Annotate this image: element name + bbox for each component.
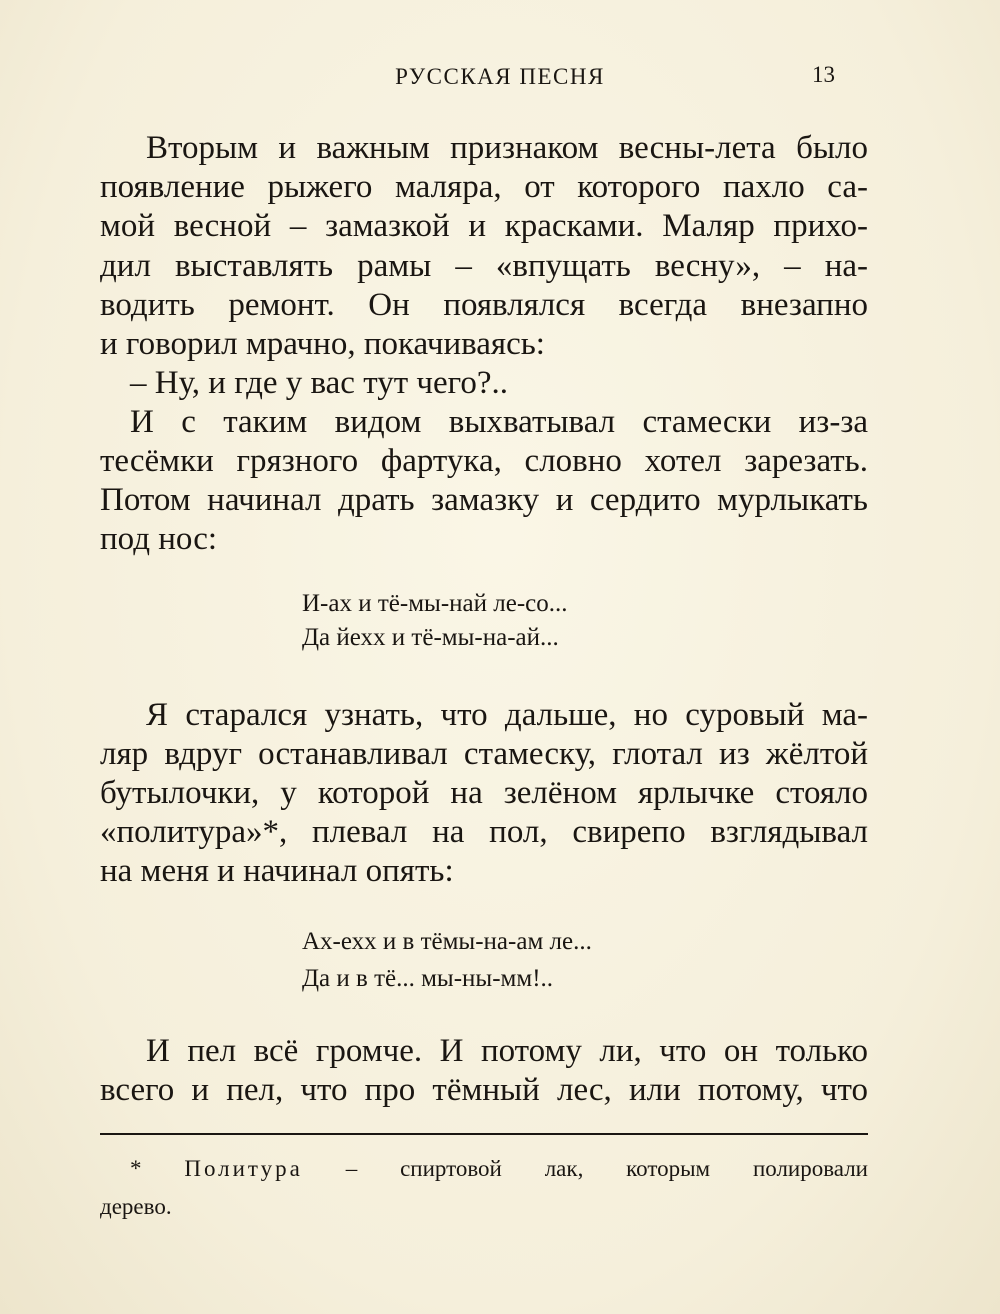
text-line: Вторым и важным признаком весны-лета было (146, 130, 868, 166)
text-line: под нос: (100, 521, 218, 557)
text-line: водить ремонт. Он появлялся всегда внезапно (100, 287, 868, 323)
verse-line: Да йехх и тё-мы-на-ай... (302, 624, 559, 651)
text-line: всего и пел, что про тёмный лес, или потому, что (100, 1072, 868, 1108)
text-line: ляр вдруг останавливал стамеску, глотал из жёлтой (100, 736, 868, 772)
footnote-line: дерево. (100, 1194, 172, 1219)
verse-line: Да и в тё... мы-ны-мм!.. (302, 965, 554, 992)
verse-line: И-ах и тё-мы-най ле-со... (302, 590, 568, 617)
footnote-marker: * (130, 1156, 185, 1181)
footnote-text: – спиртовой лак, которым полировали (302, 1156, 868, 1181)
running-title: РУССКАЯ ПЕСНЯ (395, 64, 605, 89)
footnote-term: Политура (184, 1156, 303, 1181)
verse-line: Ах-ехх и в тёмы-на-ам ле... (302, 928, 592, 955)
footnote-rule (100, 1133, 868, 1135)
text-line: «политура»*, плевал на пол, свирепо взглядывал (100, 814, 868, 850)
page-number: 13 (812, 62, 835, 87)
text-line: и говорил мрачно, покачиваясь: (100, 326, 545, 362)
text-line: дил выставлять рамы – «впущать весну», – на- (100, 248, 868, 284)
text-line: появление рыжего маляра, от которого пахло са- (100, 169, 868, 205)
text-line: И пел всё громче. И потому ли, что он только (146, 1033, 868, 1069)
footnote-line (100, 1154, 868, 1184)
text-line: тесёмки грязного фартука, словно хотел зарезать. (100, 443, 868, 479)
text-line: бутылочки, у которой на зелёном ярлычке стояло (100, 775, 868, 811)
text-line: на меня и начинал опять: (100, 853, 454, 889)
text-line: мой весной – замазкой и красками. Маляр прихо- (100, 208, 868, 244)
text-line: – Ну, и где у вас тут чего?.. (130, 365, 508, 401)
text-line: И с таким видом выхватывал стамески из-за (130, 404, 868, 440)
text-line: Потом начинал драть замазку и сердито мурлыкать (100, 482, 868, 518)
text-line: Я старался узнать, что дальше, но суровый ма- (146, 697, 868, 733)
